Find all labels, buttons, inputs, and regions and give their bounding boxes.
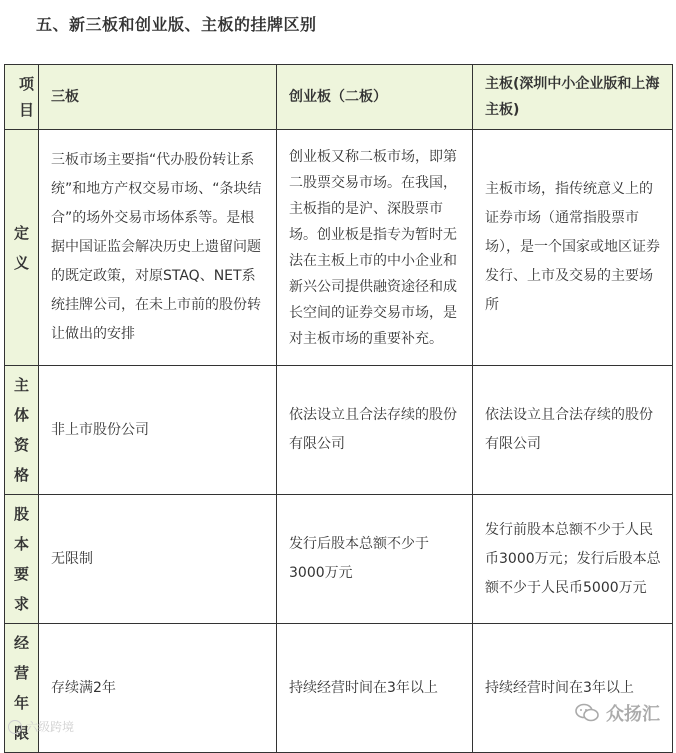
table-row [5, 130, 673, 366]
watermark-left [8, 718, 74, 735]
row-label: 经营年限 [5, 624, 39, 753]
cell-c2: 持续经营时间在3年以上 [277, 624, 473, 753]
header-col2: 创业板（二板） [277, 65, 473, 130]
cell-c3: 发行前股本总额不少于人民币3000万元；发行后股本总额不少于人民币5000万元 [473, 495, 673, 624]
header-item: 项目 [5, 65, 39, 130]
section-heading: 五、新三板和创业版、主板的挂牌区别 [36, 15, 317, 34]
table-row [5, 495, 673, 624]
cell-c2: 依法设立且合法存续的股份有限公司 [277, 366, 473, 495]
header-col1: 三板 [39, 65, 277, 130]
cell-c1: 存续满2年 [39, 624, 277, 753]
watermark-right [574, 700, 660, 726]
wechat-icon [574, 702, 600, 724]
cell-c2: 发行后股本总额不少于3000万元 [277, 495, 473, 624]
row-label: 定义 [5, 130, 39, 366]
cell-c3: 主板市场，指传统意义上的证券市场（通常指股票市场），是一个国家或地区证券发行、上市及交易的主要场所 [473, 130, 673, 366]
cell-c3: 依法设立且合法存续的股份有限公司 [473, 366, 673, 495]
watermark-right-text: 众扬汇 [606, 704, 660, 725]
cell-c1: 无限制 [39, 495, 277, 624]
table-row [5, 624, 673, 753]
row-label: 股本要求 [5, 495, 39, 624]
cell-c3: 持续经营时间在3年以上 [473, 624, 673, 753]
table-header-row [5, 65, 673, 130]
row-label: 主体资格 [5, 366, 39, 495]
comparison-table [4, 64, 673, 753]
cell-c1: 非上市股份公司 [39, 366, 277, 495]
cell-c2: 创业板又称二板市场，即第二股票交易市场。在我国，主板指的是沪、深股票市场。创业板是指专为暂时无法在主板上市的中小企业和新兴公司提供融资途径和成长空间的证券交易市场，是对主板市场的重要补充。 [277, 130, 473, 366]
watermark-circle-icon [8, 720, 22, 734]
watermark-left-text: 六级跨境 [26, 720, 75, 734]
header-col3: 主板(深圳中小企业版和上海主板) [473, 65, 673, 130]
cell-c1: 三板市场主要指“代办股份转让系统”和地方产权交易市场、“条块结合”的场外交易市场体系等。是根据中国证监会解决历史上遗留问题的既定政策，对原STAQ、NET系统挂牌公司，在未上市前的股份转让做出的安排 [39, 130, 277, 366]
table-row [5, 366, 673, 495]
